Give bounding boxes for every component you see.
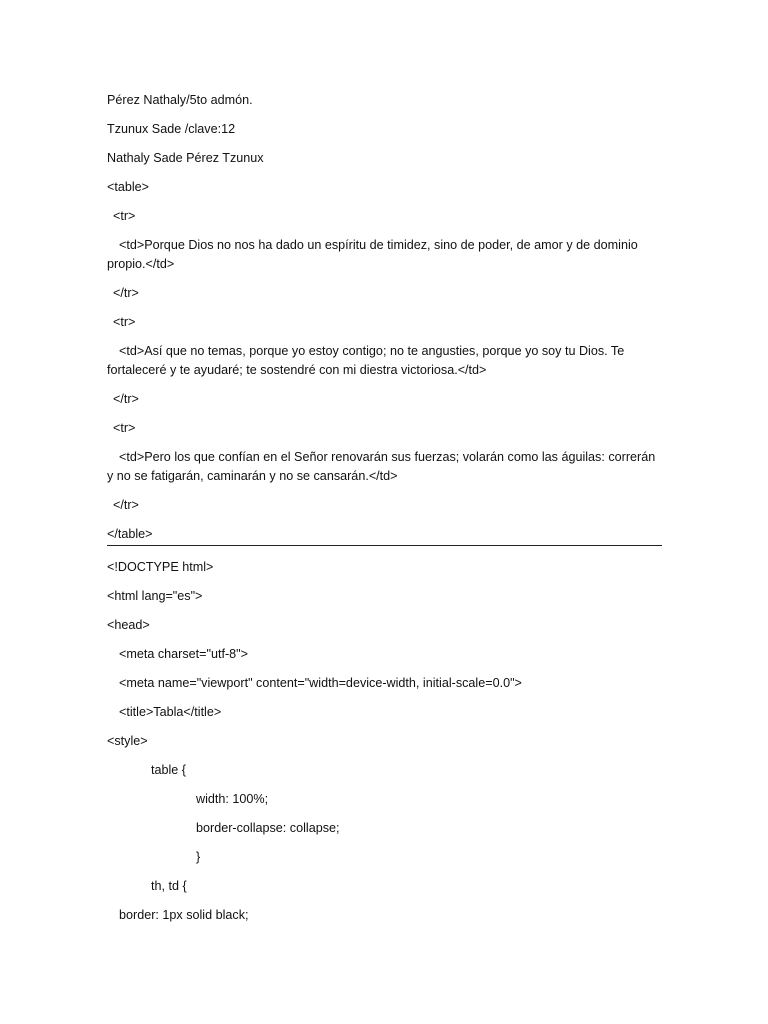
code-head-open: <head> <box>107 618 150 632</box>
code-table-open: <table> <box>107 180 150 194</box>
code-meta-viewport: <meta name="viewport" content="width=device-width, initial-scale=0.0"> <box>119 676 522 690</box>
horizontal-divider <box>107 545 662 546</box>
code-tr-close: </tr> <box>113 392 139 406</box>
code-close-brace: } <box>196 850 201 864</box>
full-name-line: Nathaly Sade Pérez Tzunux <box>107 151 264 165</box>
code-td-verse-3: <td>Pero los que confían en el Señor renovarán sus fuerzas; volarán como las águilas: correrán y no se fatigarán, caminarán y no se cansarán.</td> <box>107 450 656 483</box>
code-td-verse-2: <td>Así que no temas, porque yo estoy contigo; no te angusties, porque yo soy tu Dios. Te fortaleceré y te ayudaré; te sostendré con mi diestra victoriosa.</td> <box>107 344 625 377</box>
code-tr-close: </tr> <box>113 286 139 300</box>
code-style-open: <style> <box>107 734 148 748</box>
clave-line: Tzunux Sade /clave:12 <box>107 122 236 136</box>
code-width-declaration: width: 100%; <box>196 792 269 806</box>
code-border-declaration: border: 1px solid black; <box>119 908 249 922</box>
code-tr-open: <tr> <box>113 209 136 223</box>
code-table-selector: table { <box>151 763 187 777</box>
code-td-verse-1: <td>Porque Dios no nos ha dado un espíritu de timidez, sino de poder, de amor y de dominio propio.</td> <box>107 238 638 271</box>
code-title: <title>Tabla</title> <box>119 705 222 719</box>
code-html-open: <html lang="es"> <box>107 589 203 603</box>
code-th-td-selector: th, td { <box>151 879 187 893</box>
code-tr-open: <tr> <box>113 315 136 329</box>
code-tr-open: <tr> <box>113 421 136 435</box>
code-doctype: <!DOCTYPE html> <box>107 560 214 574</box>
code-border-collapse-declaration: border-collapse: collapse; <box>196 821 340 835</box>
code-tr-close: </tr> <box>113 498 139 512</box>
author-line: Pérez Nathaly/5to admón. <box>107 93 253 107</box>
code-table-close: </table> <box>107 527 153 541</box>
code-meta-charset: <meta charset="utf-8"> <box>119 647 248 661</box>
